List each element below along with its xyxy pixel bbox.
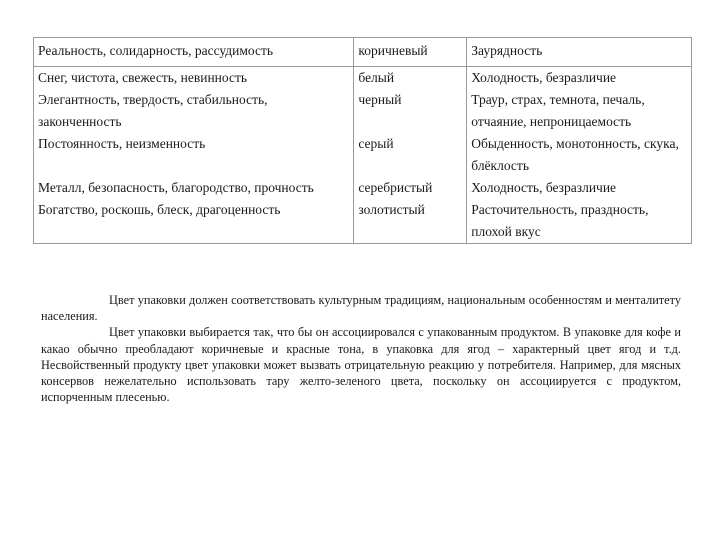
meaning-cell: Постоянность, неизменность xyxy=(34,133,354,177)
table-row xyxy=(34,38,692,67)
meaning-cell: Элегантность, твердость, стабильность, законченность xyxy=(34,89,354,133)
meaning-cell: Реальность, солидарность, рассудимость xyxy=(34,38,354,67)
negative-cell: Холодность, безразличие xyxy=(467,67,692,90)
meaning-cell: Богатство, роскошь, блеск, драгоценность xyxy=(34,199,354,244)
meaning-cell: Металл, безопасность, благородство, прочность xyxy=(34,177,354,199)
color-cell: коричневый xyxy=(354,38,467,67)
negative-cell: Холодность, безразличие xyxy=(467,177,692,199)
paragraph-culture: Цвет упаковки должен соответствовать культурным традициям, национальным особенностям и менталитету населения. xyxy=(41,293,681,324)
negative-cell: Траур, страх, темнота, печаль, отчаяние, непроницаемость xyxy=(467,89,692,133)
color-cell: белый xyxy=(354,67,467,90)
color-cell: черный xyxy=(354,89,467,133)
color-cell: серебристый xyxy=(354,177,467,199)
table-row xyxy=(34,67,692,90)
negative-cell: Расточительность, праздность, плохой вкус xyxy=(467,199,692,244)
color-meaning-table xyxy=(33,37,692,244)
meaning-cell: Снег, чистота, свежесть, невинность xyxy=(34,67,354,90)
color-cell: золотистый xyxy=(354,199,467,244)
paragraph-association: Цвет упаковки выбирается так, что бы он ассоциировался с упакованным продуктом. В упаковке для кофе и какао обычно преобладают коричневые и красные тона, в упаковка для ягод – характерный цвет ягод и т.д. Несвойственный продукту цвет упаковки может вызвать отрицательную реакцию у потребителя. Например, для мясных консервов нежелательно использовать тару желто-зеленого цвета, поскольку он ассоциируется с продуктом, испорченным плесенью. xyxy=(41,325,681,405)
color-cell: серый xyxy=(354,133,467,177)
negative-cell: Обыденность, монотонность, скука, блёклость xyxy=(467,133,692,177)
table-row xyxy=(34,177,692,199)
table-row xyxy=(34,133,692,177)
table-row xyxy=(34,89,692,133)
body-text xyxy=(41,292,681,405)
negative-cell: Заурядность xyxy=(467,38,692,67)
table-row xyxy=(34,199,692,244)
